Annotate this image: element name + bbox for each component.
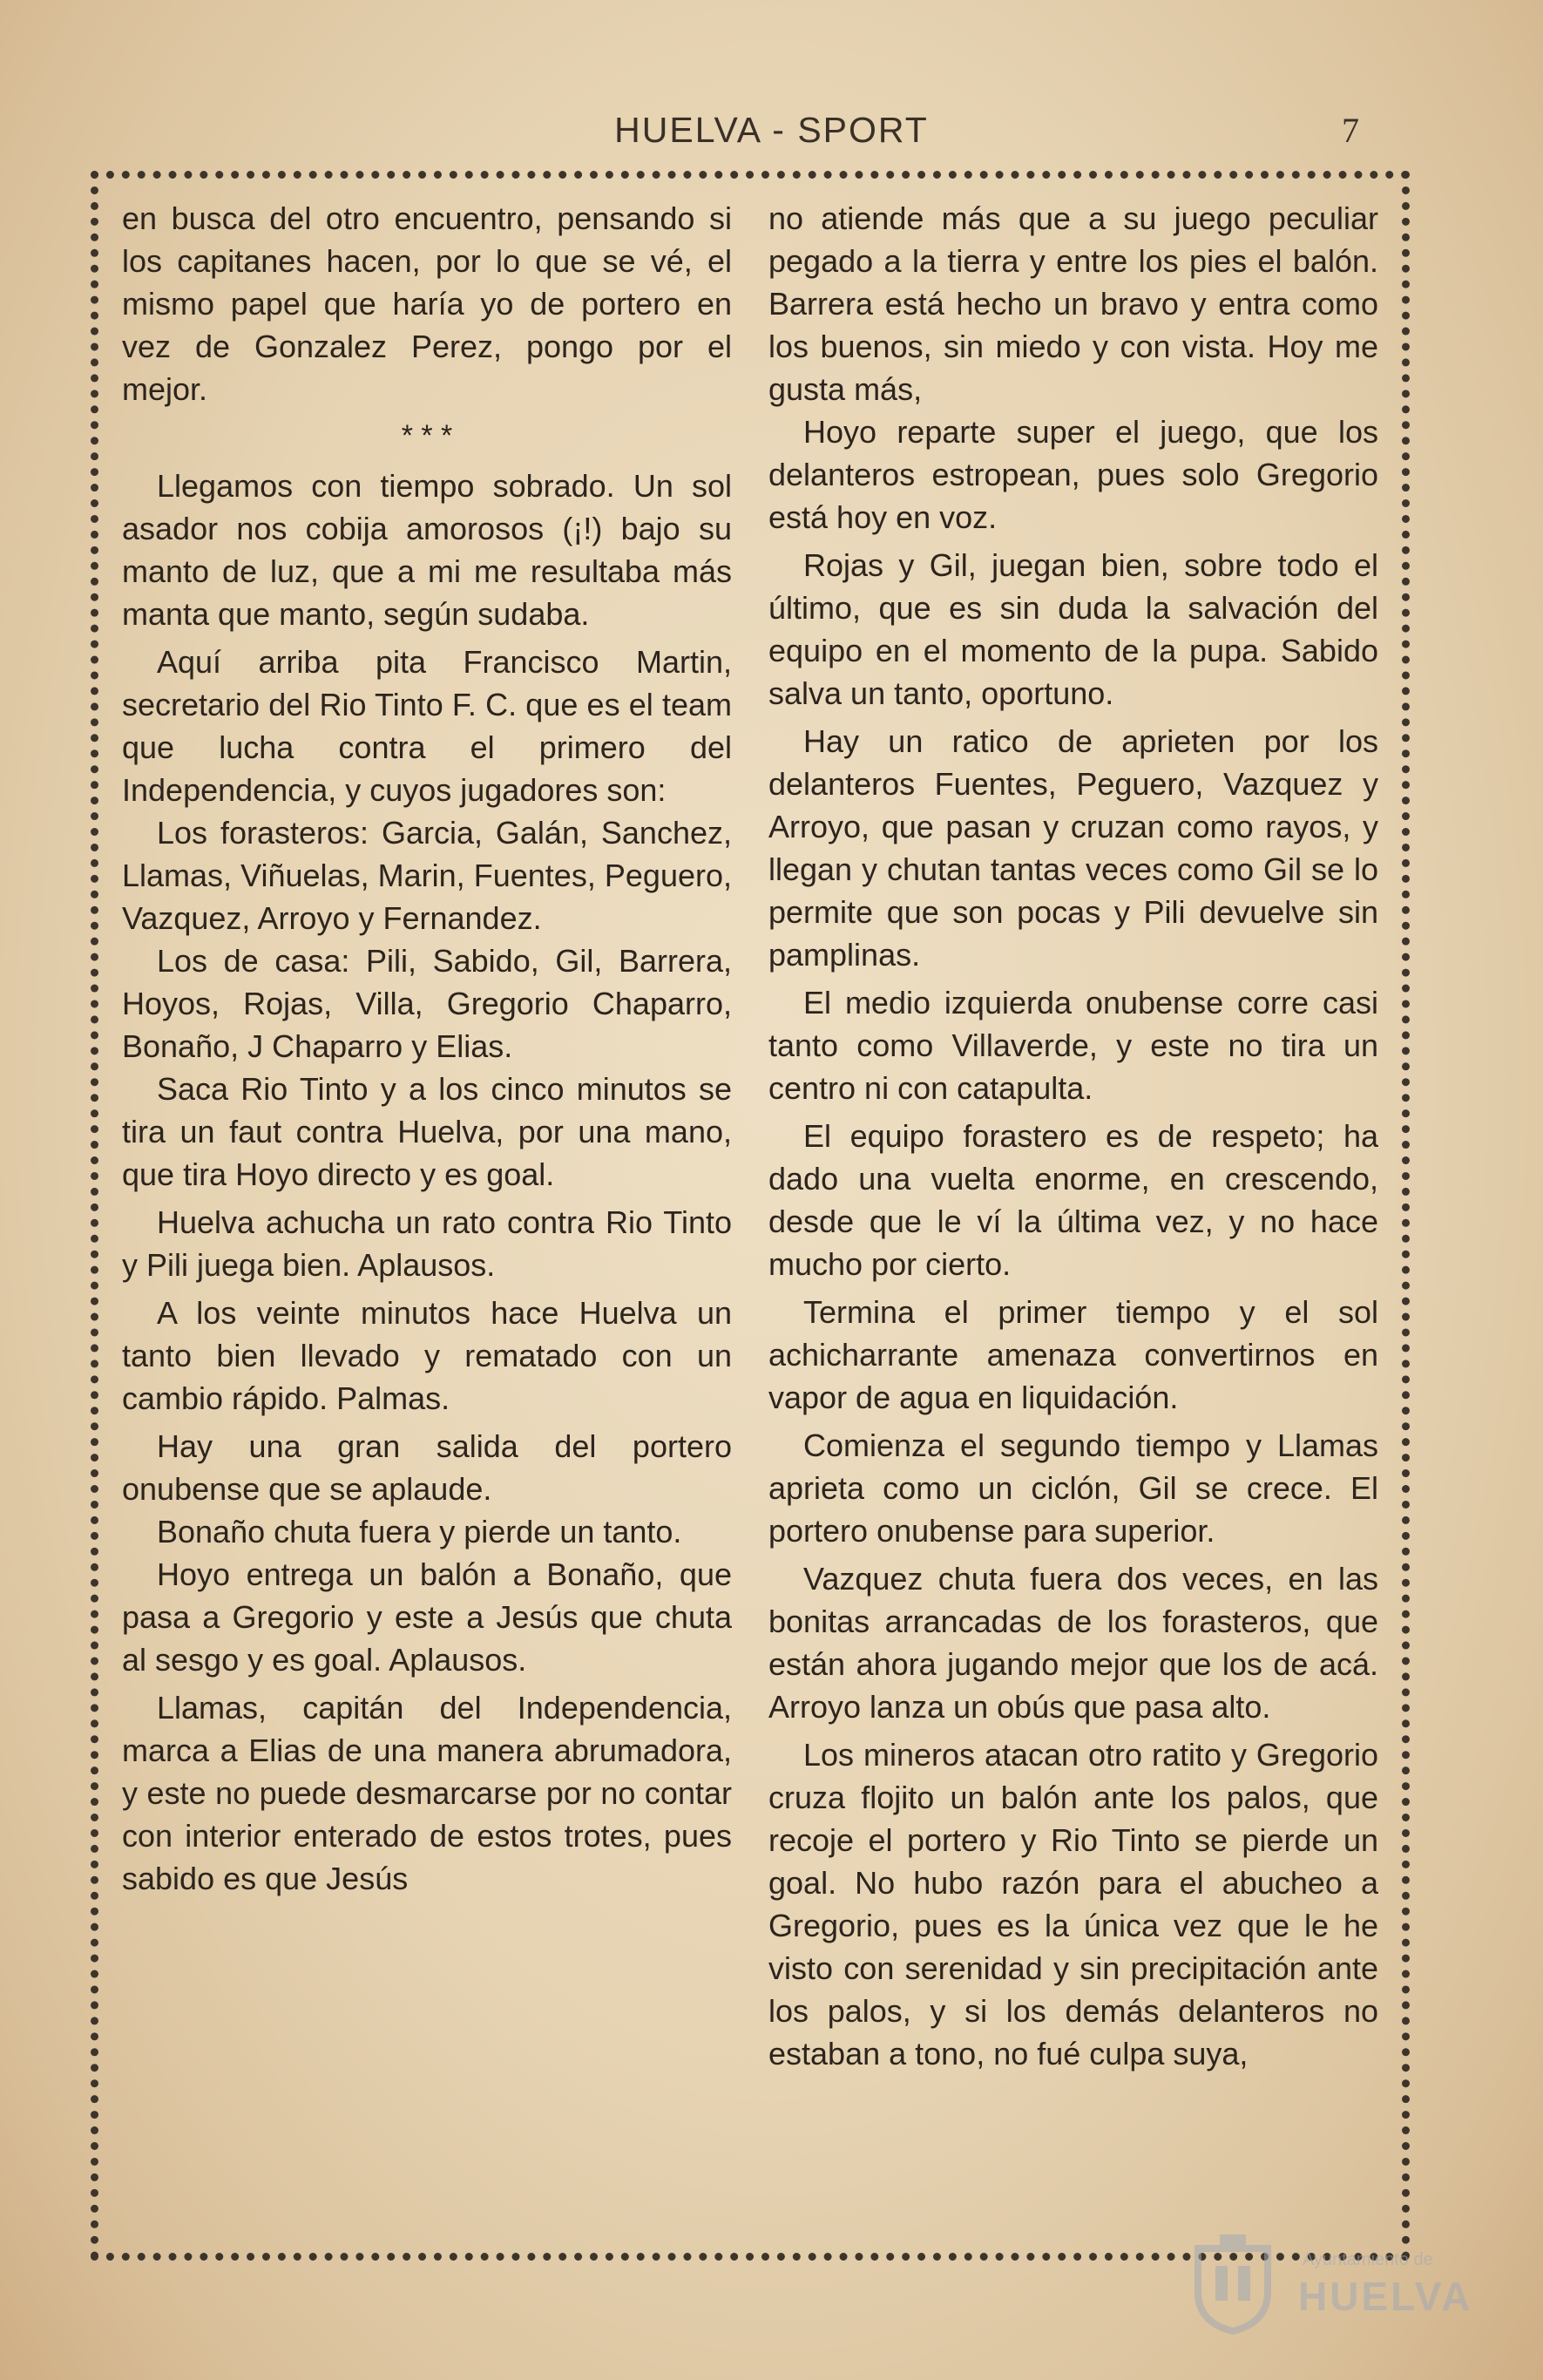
paragraph: Bonaño chuta fuera y pierde un tanto. [157,1514,682,1549]
paragraph: El equipo forastero es de respeto; ha dado una vuelta enorme, en crescendo, desde que le ví la última vez, y no hace mucho por cierto. [768,1118,1378,1282]
watermark-line1: Ayuntamiento de [1303,2250,1433,2269]
left-column [122,197,732,2227]
right-column [768,197,1378,2227]
separator-stars: * * * [401,419,453,452]
paragraph: Comienza el segundo tiempo y Llamas aprieta como un ciclón, Gil se crece. El portero onubense para superior. [768,1427,1378,1549]
paragraph: Llamas, capitán del Independencia, marca a Elias de una manera abrumadora, y este no puede desmarcarse por no contar con interior enterado de estos trotes, pues sabido es que Jesús [122,1690,732,1896]
paragraph: Hoyo reparte super el juego, que los delanteros estropean, pues solo Gregorio está hoy en voz. [768,414,1378,535]
page-header [0,110,1543,162]
page-number: 7 [1342,111,1359,150]
paragraph: Vazquez chuta fuera dos veces, en las bonitas arrancadas de los forasteros, que están ahora jugando mejor que los de acá. Arroyo lanza un obús que pasa alto. [768,1561,1378,1725]
paragraph: Los forasteros: Garcia, Galán, Sanchez, Llamas, Viñuelas, Marin, Fuentes, Peguero, Vazquez, Arroyo y Fernandez. [122,815,732,936]
paragraph: Saca Rio Tinto y a los cinco minutos se tira un faut contra Huelva, por una mano, que tira Hoyo directo y es goal. [122,1071,732,1192]
paragraph: Termina el primer tiempo y el sol achicharrante amenaza convertirnos en vapor de agua en liquidación. [768,1294,1378,1415]
paragraph: Hay un ratico de aprieten por los delanteros Fuentes, Peguero, Vazquez y Arroyo, que pasan y cruzan como rayos, y llegan y chutan tantas veces como Gil se lo permite que son pocas y Pili devuelve sin pamplinas. [768,723,1378,973]
paragraph: Llegamos con tiempo sobrado. Un sol asador nos cobija amorosos (¡!) bajo su manto de luz, que a mi me resultaba más manta que manto, según sudaba. [122,468,732,632]
archive-watermark [1185,2231,1481,2344]
paragraph: Huelva achucha un rato contra Rio Tinto y Pili juega bien. Aplausos. [122,1204,732,1283]
paragraph: no atiende más que a su juego peculiar pegado a la tierra y entre los pies el balón. Barrera está hecho un bravo y entra como los buenos, sin miedo y con vista. Hoy me gusta más, [768,200,1378,407]
section-separator [122,419,732,452]
paragraph: en busca del otro encuentro, pensando si los capitanes hacen, por lo que se vé, el mismo papel que haría yo de portero en vez de Gonzalez Perez, pongo por el mejor. [122,200,732,407]
paragraph: Rojas y Gil, juegan bien, sobre todo el último, que es sin duda la salvación del equipo en el momento de la pupa. Sabido salva un tanto, oportuno. [768,547,1378,711]
publication-title: HUELVA - SPORT [614,110,929,150]
paragraph: Hay una gran salida del portero onubense que se aplaude. [122,1428,732,1507]
paragraph: A los veinte minutos hace Huelva un tanto bien llevado y rematado con un cambio rápido. Palmas. [122,1295,732,1416]
paragraph: Los de casa: Pili, Sabido, Gil, Barrera, Hoyos, Rojas, Villa, Gregorio Chaparro, Bonaño, J Chaparro y Elias. [122,943,732,1064]
paragraph: Aquí arriba pita Francisco Martin, secretario del Rio Tinto F. C. que es el team que lucha contra el primero del Independencia, y cuyos jugadores son: [122,644,732,808]
paragraph: Hoyo entrega un balón a Bonaño, que pasa a Gregorio y este a Jesús que chuta al sesgo y es goal. Aplausos. [122,1556,732,1678]
paragraph: El medio izquierda onubense corre casi tanto como Villaverde, y este no tira un centro ni con catapulta. [768,985,1378,1106]
city-crest-icon [1185,2231,1281,2340]
watermark-line2: HUELVA [1298,2274,1473,2319]
paragraph: Los mineros atacan otro ratito y Gregorio cruza flojito un balón ante los palos, que recoje el portero y Rio Tinto se pierde un goal. No hubo razón para el abucheo a Gregorio, pues es la única vez que le he visto con serenidad y sin precipitación ante los palos, y si los demás delanteros no estaban a tono, no fué culpa suya, [768,1737,1378,2071]
